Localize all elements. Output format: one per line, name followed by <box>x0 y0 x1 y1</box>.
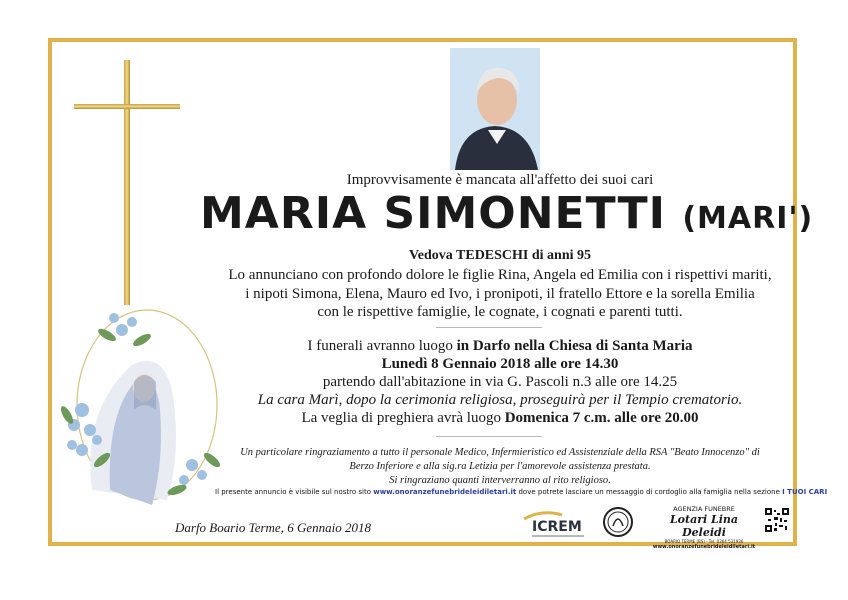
widow-age-line: Vedova TEDESCHI di anni 95 <box>408 248 592 263</box>
deceased-name <box>200 188 814 245</box>
family-line: con le rispettive famiglie, le cognate, i cognati e parenti tutti. <box>317 304 683 320</box>
agency-site[interactable]: www.onoranzefunebrideleidiletari.it <box>652 544 756 550</box>
funeral-location-line <box>200 337 800 355</box>
agency-info <box>650 505 758 550</box>
deceased-full-name: MARIA SIMONETTI <box>200 188 666 239</box>
funeral-date: Lunedì 8 Gennaio 2018 alle ore 14.30 <box>381 356 619 372</box>
thanks-line: Berzo Inferiore e alla sig.ra Letizia per l'amorevole assistenza prestata. <box>349 461 651 472</box>
vigil-prefix: La veglia di preghiera avrà luogo <box>301 410 505 426</box>
website-notice <box>215 488 827 496</box>
icrem-logo-text: ICREM <box>532 519 582 535</box>
icrem-logo <box>522 505 592 543</box>
family-line: i nipoti Simona, Elena, Mauro ed Ivo, i pronipoti, il fratello Ettore e la sorella Emilia <box>245 285 755 302</box>
funeral-details <box>200 337 800 427</box>
deceased-nickname: (MARI') <box>682 201 814 236</box>
funeral-departure: partendo dall'abitazione in via G. Pascoli n.3 alle ore 14.25 <box>322 374 678 390</box>
thanks-line: Un particolare ringraziamento a tutto il personale Medico, Infermieristico ed Assistenziale della RSA "Beato Innocenzo" di <box>240 447 760 458</box>
divider <box>436 327 542 328</box>
website-middle: dove potrete lasciare un messaggio di cordoglio alla famiglia nella sezione <box>516 488 783 496</box>
agency-emblem-icon <box>601 506 635 538</box>
portrait-photo <box>450 48 540 170</box>
agency-name: Lotari Lina Deleidi <box>669 513 739 539</box>
website-link[interactable]: www.onoranzefunebrideleidiletari.it <box>373 488 517 496</box>
place-date: Darfo Boario Terme, 6 Gennaio 2018 <box>175 520 371 535</box>
funeral-location-prefix: I funerali avranno luogo <box>307 338 457 354</box>
website-prefix: Il presente annuncio è visibile sul nostro sito <box>215 488 374 496</box>
qr-code-icon[interactable] <box>765 508 789 532</box>
cross-icon-bar <box>74 104 180 109</box>
family-line: Lo annunciano con profondo dolore le figlie Rina, Angela ed Emilia con i rispettivi mariti, <box>228 267 772 283</box>
funeral-church: in Darfo nella Chiesa di Santa Maria <box>456 338 693 354</box>
cremation-note: La cara Marì, dopo la cerimonia religiosa, proseguirà per il Tempio crematorio. <box>257 392 743 408</box>
intro-line: Improvvisamente è mancata all'affetto dei suoi cari <box>346 172 654 188</box>
vigil-date: Domenica 7 c.m. alle ore 20.00 <box>504 410 699 426</box>
vigil-line <box>200 409 800 427</box>
thanks-line: Si ringraziano quanti interverranno al rito religioso. <box>389 475 611 486</box>
agency-contact: BOARIO TERME (BS) - Tel. 0364.531936 <box>664 539 744 544</box>
madonna-flowers-image <box>52 290 222 530</box>
section-link[interactable]: I TUOI CARI <box>782 488 828 496</box>
agency-label: AGENZIA FUNEBRE <box>673 505 735 513</box>
thanks-note <box>200 446 800 488</box>
family-announcement <box>200 266 800 322</box>
divider <box>436 436 542 437</box>
cross-icon <box>124 60 130 305</box>
